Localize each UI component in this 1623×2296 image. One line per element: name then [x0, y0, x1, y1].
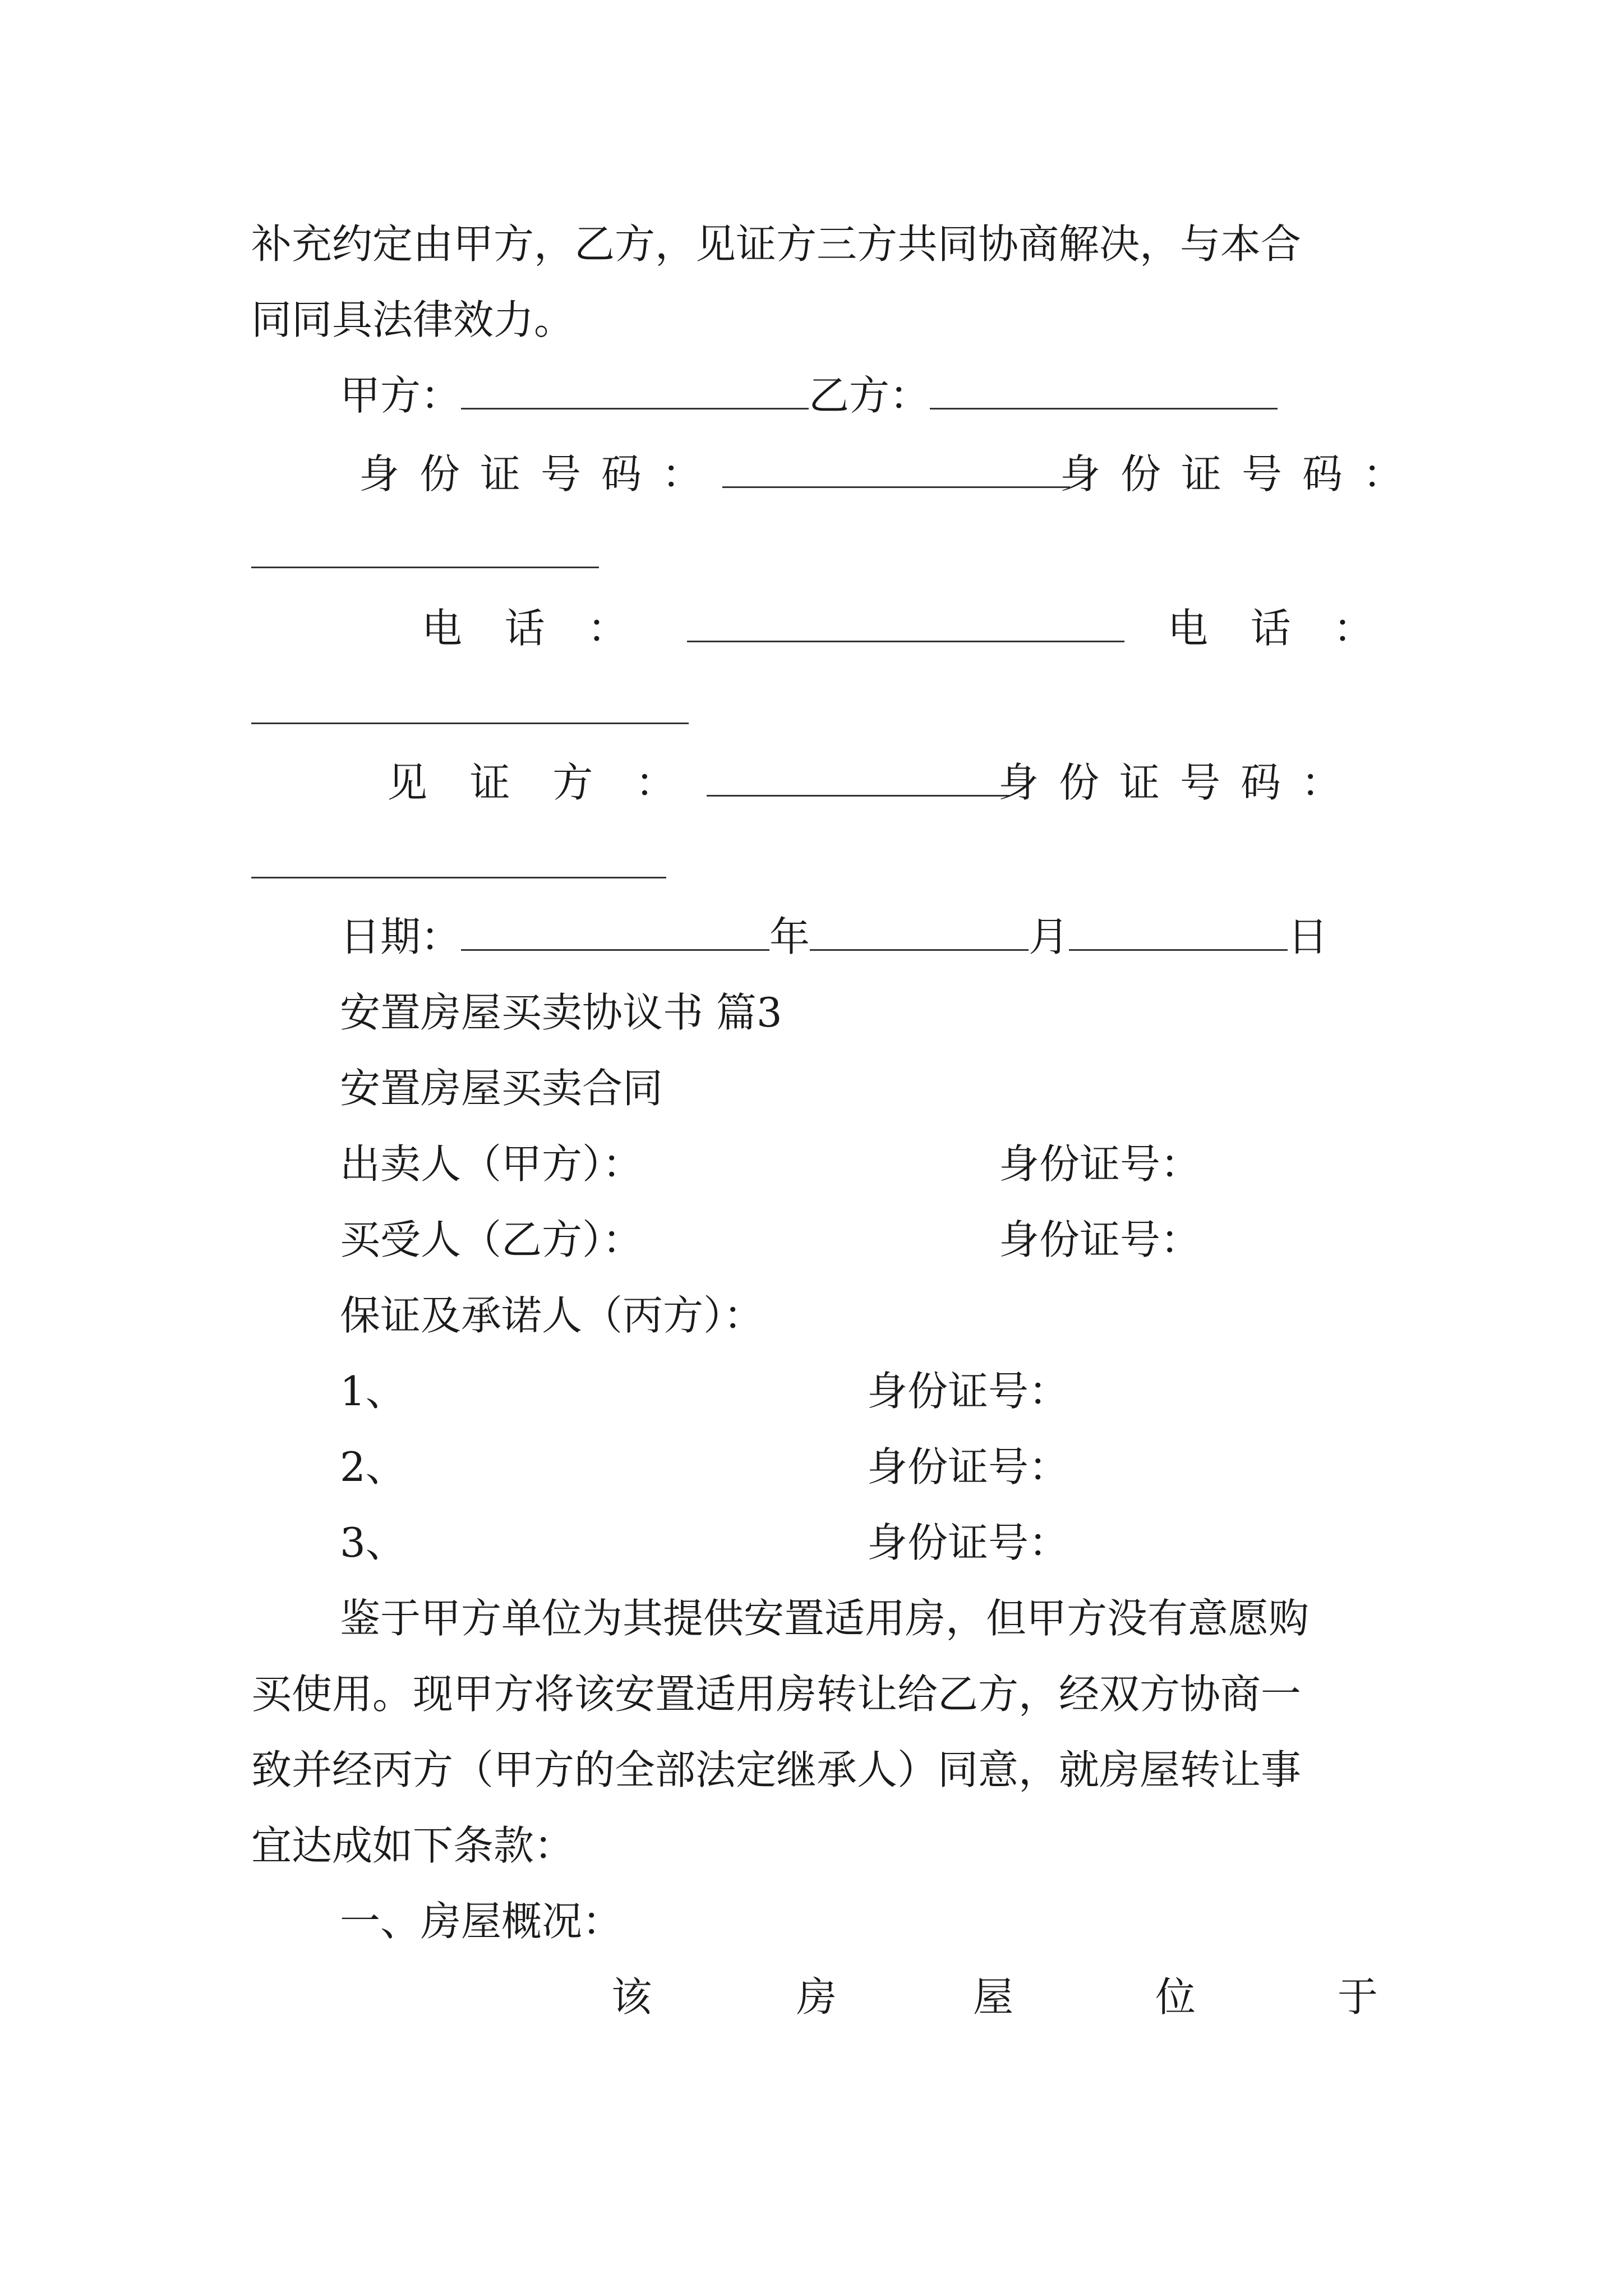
phone-a-blank: [687, 600, 1124, 642]
guarantor-row: [340, 1439, 1461, 1495]
party-b-label: 乙方：: [809, 372, 930, 419]
section-title: 安置房屋买卖协议书 篇3: [340, 989, 782, 1036]
paragraph-line: 买使用。现甲方将该安置适用房转让给乙方，经双方协商一: [251, 1671, 1302, 1718]
id-number-row: [359, 446, 1481, 502]
guarantor-id-label: 身份证号：: [867, 1368, 1069, 1415]
char: 于: [1338, 1973, 1378, 2021]
char: 该: [611, 1973, 652, 2021]
guarantor-id-label: 身份证号：: [867, 1443, 1069, 1490]
month-blank: [810, 909, 1029, 951]
char: 屋: [973, 1973, 1014, 2021]
witness-id-blank: [251, 877, 666, 878]
witness-row: [387, 754, 1509, 811]
party-signature-row: [340, 367, 1461, 424]
witness-blank: [707, 754, 1009, 797]
contract-title: 安置房屋买卖合同: [340, 1065, 663, 1112]
year-blank: [461, 909, 769, 951]
guarantor-label: 保证及承诺人（丙方）：: [340, 1292, 764, 1339]
month-label: 月: [1029, 913, 1069, 960]
party-a-label: 甲方：: [340, 372, 462, 419]
witness-label: 见证方：: [387, 759, 718, 806]
buyer-id-label: 身份证号：: [999, 1216, 1201, 1263]
guarantor-number: 2、: [340, 1443, 406, 1490]
guarantor-row: [340, 1515, 1461, 1571]
char: 位: [1155, 1973, 1196, 2021]
buyer-row: [340, 1212, 1461, 1268]
justified-line: [0, 1969, 1378, 2025]
party-b-blank: [930, 367, 1278, 409]
paragraph-line: 补充约定由甲方，乙方，见证方三方共同协商解决，与本合: [251, 220, 1302, 268]
phone-b-label: 电话：: [1168, 605, 1416, 652]
seller-label: 出卖人（甲方）：: [340, 1140, 643, 1188]
char: 房: [796, 1973, 837, 2021]
guarantor-row: [340, 1363, 1461, 1419]
witness-id-label: 身份证号码：: [998, 759, 1362, 806]
paragraph-line: 鉴于甲方单位为其提供安置适用房，但甲方没有意愿购: [340, 1595, 1310, 1642]
id-a-label: 身份证号码：: [359, 450, 723, 498]
buyer-label: 买受人（乙方）：: [340, 1216, 643, 1263]
phone-a-label: 电话：: [422, 605, 670, 652]
seller-id-label: 身份证号：: [999, 1140, 1201, 1188]
id-b-label: 身份证号码：: [1060, 450, 1424, 498]
section-heading: 一、房屋概况：: [340, 1898, 623, 1945]
id-a-blank: [722, 446, 1070, 488]
date-label: 日期：: [340, 913, 462, 960]
guarantor-id-label: 身份证号：: [867, 1519, 1069, 1566]
paragraph-line: 同同具法律效力。: [251, 296, 575, 343]
id-b-blank: [251, 567, 599, 568]
day-label: 日: [1288, 913, 1329, 960]
date-row: [340, 909, 1461, 965]
paragraph-line: 致并经丙方（甲方的全部法定继承人）同意，就房屋转让事: [251, 1746, 1302, 1793]
day-blank: [1069, 909, 1288, 951]
party-a-blank: [461, 367, 809, 409]
paragraph-line: 宜达成如下条款：: [251, 1822, 575, 1869]
seller-row: [340, 1136, 1461, 1192]
phone-b-blank: [251, 723, 689, 724]
phone-row: [422, 600, 1543, 656]
guarantor-number: 1、: [340, 1368, 406, 1415]
guarantor-number: 3、: [340, 1519, 406, 1566]
year-label: 年: [769, 913, 810, 960]
